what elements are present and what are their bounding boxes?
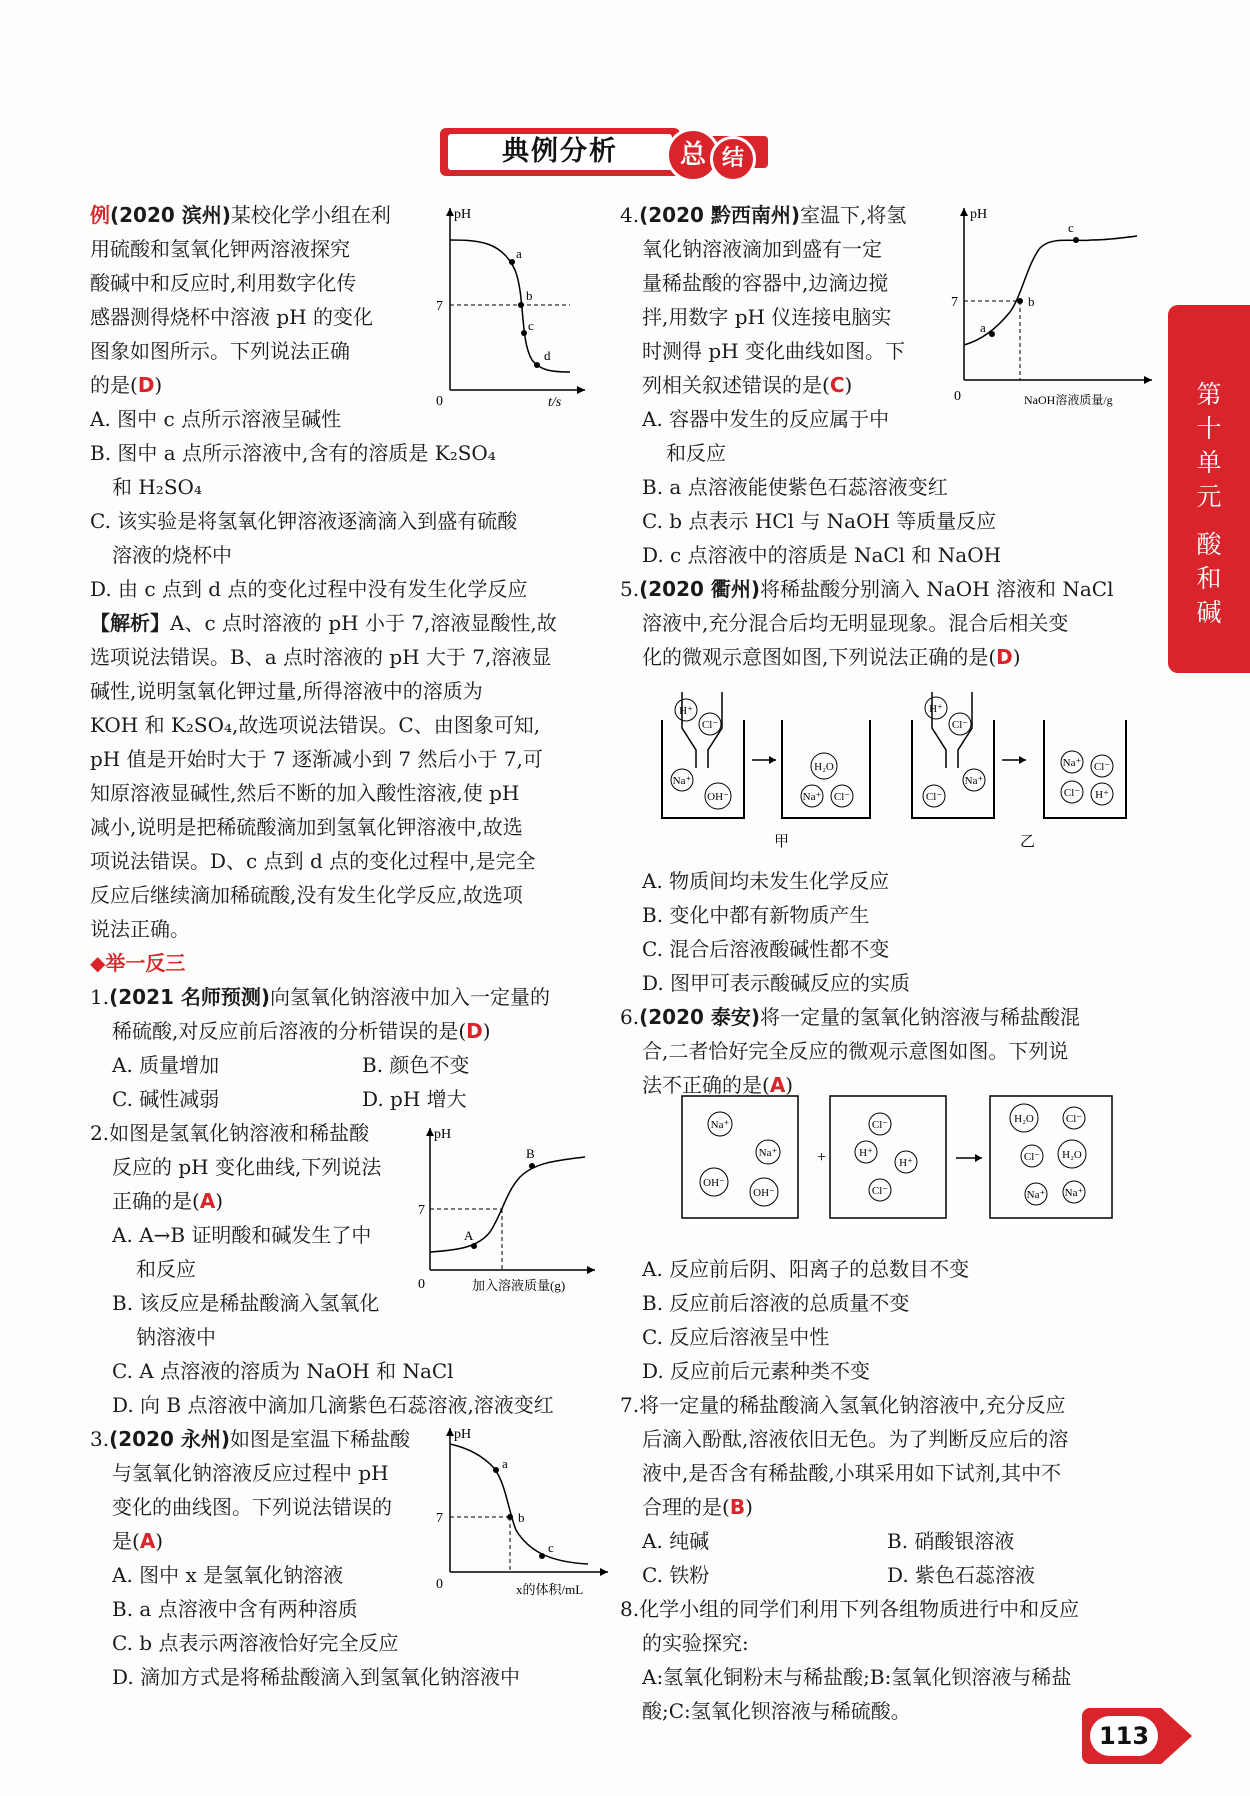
section-title: ◆举一反三 bbox=[90, 951, 186, 975]
example-chart-ylabel: pH bbox=[454, 207, 472, 222]
q5-option: A. 物质间均未发生化学反应 bbox=[642, 869, 890, 893]
q2-option: 和反应 bbox=[136, 1257, 196, 1281]
q3-line: 如图是室温下稀盐酸 bbox=[230, 1427, 411, 1451]
q1-line: 向氢氧化钠溶液中加入一定量的 bbox=[270, 985, 551, 1009]
q3-answer: A bbox=[139, 1529, 156, 1553]
q4-chart-label-b: b bbox=[1028, 294, 1035, 309]
banner-title: 典例分析 bbox=[502, 136, 618, 167]
q6-line: 将一定量的氢氧化钠溶液与稀盐酸混 bbox=[760, 1005, 1081, 1029]
q3-chart-origin: 0 bbox=[436, 1577, 443, 1592]
section-banner bbox=[440, 118, 770, 188]
q1-option: A. 质量增加 bbox=[112, 1053, 220, 1077]
q6-ion-label: Cl⁻ bbox=[1065, 1113, 1083, 1125]
q4-option: 和反应 bbox=[666, 441, 726, 465]
q6-plus-sign: + bbox=[817, 1149, 827, 1166]
q7-option: D. 紫色石蕊溶液 bbox=[887, 1563, 1036, 1587]
q5-ion-label: Cl⁻ bbox=[833, 791, 851, 803]
q4-option: B. a 点溶液能使紫色石蕊溶液变红 bbox=[642, 475, 948, 499]
q1-source: (2021 名师预测) bbox=[109, 985, 271, 1009]
example-chart-label-c: c bbox=[528, 318, 534, 333]
example-option: D. 由 c 点到 d 点的变化过程中没有发生化学反应 bbox=[90, 577, 528, 601]
q6-ion-label: Na⁺ bbox=[710, 1119, 730, 1131]
q6-ion-label: H⁺ bbox=[899, 1157, 913, 1169]
example-ask-end: ) bbox=[154, 373, 163, 397]
unit-number: 第十单元 bbox=[1196, 380, 1222, 511]
q5-option: B. 变化中都有新物质产生 bbox=[642, 903, 870, 927]
example-chart-point-a bbox=[509, 259, 515, 265]
q6-ion-label: Na⁺ bbox=[1026, 1189, 1046, 1201]
q5-ion-label: H₂O bbox=[814, 761, 834, 773]
analysis-line: 反应后继续滴加稀硫酸,没有发生化学反应,故选项 bbox=[90, 883, 523, 907]
q2-chart-ylabel: pH bbox=[434, 1127, 452, 1142]
q5-ion-label: H⁺ bbox=[679, 705, 693, 717]
q6-ion-label: Cl⁻ bbox=[871, 1185, 889, 1197]
q7-line: 后滴入酚酞,溶液依旧无色。为了判断反应后的溶 bbox=[642, 1427, 1069, 1451]
q1-answer: D bbox=[466, 1019, 483, 1043]
question-2: 2.如图是氢氧化钠溶液和稀盐酸 反应的 pH 变化曲线,下列说法 正确的是(A) A. A→B 证明酸和碱发生了中 和反应 B. 该反应是稀盐酸滴入氢氧化 钠溶液中 C. A 点溶液的溶质为 NaOH 和 NaCl D. 向 B 点溶液中滴加几滴紫色石蕊溶液,溶液变红 bbox=[90, 1116, 610, 1422]
q7-option: C. 铁粉 bbox=[642, 1563, 710, 1587]
q4-line: 量稀盐酸的容器中,边滴边搅 bbox=[642, 271, 889, 295]
example-answer: D bbox=[137, 373, 155, 397]
q3-option: C. b 点表示两溶液恰好完全反应 bbox=[112, 1631, 399, 1655]
q5-ion-label: Na⁺ bbox=[672, 775, 692, 787]
q4-line: 拌,用数字 pH 仪连接电脑实 bbox=[642, 305, 892, 329]
banner-badge-jie: 结 bbox=[710, 136, 756, 182]
q6-line: 法不正确的是( bbox=[642, 1073, 770, 1097]
example-prefix: 例 bbox=[90, 203, 110, 227]
q3-chart-curve bbox=[450, 1444, 588, 1564]
page-number: 113 bbox=[1090, 1716, 1158, 1756]
analysis-line: 减小,说明是把稀硫酸滴加到氢氧化钾溶液中,故选 bbox=[90, 815, 523, 839]
analysis-line: 说法正确。 bbox=[90, 917, 190, 941]
q6-number: 6. bbox=[620, 1005, 640, 1029]
q4-chart-point-c bbox=[1073, 237, 1079, 243]
example-option: B. 图中 a 点所示溶液中,含有的溶质是 K₂SO₄ bbox=[90, 441, 496, 465]
q2-chart-curve bbox=[430, 1157, 585, 1252]
q6-box-1 bbox=[682, 1096, 798, 1218]
q6-ion-label: Cl⁻ bbox=[1023, 1151, 1041, 1163]
example-chart-point-c bbox=[521, 330, 527, 336]
q2-chart-xlabel: 加入溶液质量(g) bbox=[472, 1278, 566, 1293]
q5-beaker-4 bbox=[1044, 720, 1126, 818]
q7-number: 7. bbox=[620, 1393, 640, 1417]
question-8 bbox=[620, 1592, 1160, 1728]
q3-chart-seven: 7 bbox=[436, 1511, 443, 1526]
q2-answer: A bbox=[199, 1189, 216, 1213]
question-6: 6.(2020 泰安)将一定量的氢氧化钠溶液与稀盐酸混 合,二者恰好完全反应的微观示意图如图。下列说 法不正确的是(A) A. 反应前后阴、阳离子的总数目不变 B. 反应前后溶液的总质量不变 C. 反应后溶液呈中性 D. 反应前后元素种类不变 bbox=[620, 1000, 1160, 1388]
example-stem-line: 图象如图所示。下列说法正确 bbox=[90, 339, 350, 363]
q6-box-3 bbox=[990, 1096, 1112, 1218]
q4-chart-label-a: a bbox=[980, 320, 986, 335]
example-ask: 的是( bbox=[90, 373, 138, 397]
q2-chart-label-B: B bbox=[526, 1146, 535, 1161]
q7-option: A. 纯碱 bbox=[642, 1529, 710, 1553]
q8-line: 的实验探究: bbox=[642, 1631, 749, 1655]
q3-option: A. 图中 x 是氢氧化钠溶液 bbox=[112, 1563, 344, 1587]
q7-line: 液中,是否含有稀盐酸,小琪采用如下试剂,其中不 bbox=[642, 1461, 1062, 1485]
q5-line: 化的微观示意图如图,下列说法正确的是( bbox=[642, 645, 997, 669]
q5-beaker-3 bbox=[912, 692, 994, 818]
q4-option: A. 容器中发生的反应属于中 bbox=[642, 407, 890, 431]
q6-option: B. 反应前后溶液的总质量不变 bbox=[642, 1291, 910, 1315]
q7-option: B. 硝酸银溶液 bbox=[887, 1529, 1015, 1553]
q5-line: 溶液中,充分混合后均无明显现象。混合后相关变 bbox=[642, 611, 1069, 635]
example-source: (2020 滨州) bbox=[110, 203, 231, 227]
page-number-badge bbox=[1082, 1708, 1202, 1764]
q3-ph-chart bbox=[438, 1422, 618, 1597]
q2-option: 钠溶液中 bbox=[136, 1325, 216, 1349]
q6-ion-label: Cl⁻ bbox=[871, 1119, 889, 1131]
q6-source: (2020 泰安) bbox=[639, 1005, 761, 1029]
q5-ion-label: OH⁻ bbox=[707, 791, 729, 803]
q5-ion-label: Cl⁻ bbox=[701, 719, 719, 731]
example-chart-point-d bbox=[534, 362, 540, 368]
q2-ph-chart bbox=[420, 1122, 605, 1297]
q2-option: A. A→B 证明酸和碱发生了中 bbox=[112, 1223, 372, 1247]
q7-line: 合理的是( bbox=[642, 1495, 730, 1519]
q2-line: 如图是氢氧化钠溶液和稀盐酸 bbox=[109, 1121, 370, 1145]
q5-label-yi: 乙 bbox=[1020, 834, 1036, 850]
q4-answer: C bbox=[829, 373, 845, 397]
q6-line: 合,二者恰好完全反应的微观示意图如图。下列说 bbox=[642, 1039, 1069, 1063]
analysis-line: 知原溶液显碱性,然后不断的加入酸性溶液,使 pH bbox=[90, 781, 520, 805]
q5-answer: D bbox=[996, 645, 1013, 669]
banner-badge-zong: 总 bbox=[666, 128, 720, 182]
right-column bbox=[620, 198, 1160, 1728]
unit-title: 酸和碱 bbox=[1196, 530, 1222, 627]
q5-option: C. 混合后溶液酸碱性都不变 bbox=[642, 937, 890, 961]
q1-line: 稀硫酸,对反应前后溶液的分析错误的是( bbox=[112, 1019, 467, 1043]
example-stem-line: 感器测得烧杯中溶液 pH 的变化 bbox=[90, 305, 373, 329]
q6-answer: A bbox=[769, 1073, 786, 1097]
q5-micro-diagram bbox=[652, 688, 1162, 858]
example-chart-xlabel: t/s bbox=[548, 395, 562, 410]
q4-line: 时测得 pH 变化曲线如图。下 bbox=[642, 339, 905, 363]
q4-chart-point-a bbox=[989, 331, 995, 337]
q5-option: D. 图甲可表示酸碱反应的实质 bbox=[642, 971, 911, 995]
q5-ion-label: Na⁺ bbox=[802, 791, 822, 803]
q5-ion-label: Cl⁻ bbox=[925, 791, 943, 803]
example-chart-seven: 7 bbox=[436, 299, 443, 314]
example-ph-chart bbox=[436, 200, 590, 410]
analysis-line: A、c 点时溶液的 pH 小于 7,溶液显酸性,故 bbox=[170, 611, 557, 635]
q4-option: C. b 点表示 HCl 与 NaOH 等质量反应 bbox=[642, 509, 997, 533]
q1-option: D. pH 增大 bbox=[362, 1087, 467, 1111]
q4-line: 氧化钠溶液滴加到盛有一定 bbox=[642, 237, 882, 261]
q2-chart-origin: 0 bbox=[418, 1277, 425, 1292]
q2-chart-seven: 7 bbox=[418, 1203, 425, 1218]
q6-ion-label: H⁺ bbox=[859, 1147, 873, 1159]
q4-line: 列相关叙述错误的是( bbox=[642, 373, 830, 397]
analysis-line: 选项说法错误。B、a 点时溶液的 pH 大于 7,溶液显 bbox=[90, 645, 552, 669]
q3-option: B. a 点溶液中含有两种溶质 bbox=[112, 1597, 358, 1621]
q3-chart-label-b: b bbox=[518, 1510, 525, 1525]
q5-line: 将稀盐酸分别滴入 NaOH 溶液和 NaCl bbox=[760, 577, 1114, 601]
q3-chart-point-b bbox=[507, 1514, 513, 1520]
q7-line: 将一定量的稀盐酸滴入氢氧化钠溶液中,充分反应 bbox=[639, 1393, 1066, 1417]
q6-ion-label: OH⁻ bbox=[703, 1177, 725, 1189]
q2-line: 反应的 pH 变化曲线,下列说法 bbox=[112, 1155, 382, 1179]
q2-option: D. 向 B 点溶液中滴加几滴紫色石蕊溶液,溶液变红 bbox=[112, 1393, 554, 1417]
q3-chart-label-a: a bbox=[502, 1456, 508, 1471]
q3-option: D. 滴加方式是将稀盐酸滴入到氢氧化钠溶液中 bbox=[112, 1665, 521, 1689]
q5-label-jia: 甲 bbox=[774, 834, 790, 850]
q3-source: (2020 永州) bbox=[109, 1427, 231, 1451]
q5-beaker-1 bbox=[662, 692, 744, 818]
q3-line: 是( bbox=[112, 1529, 140, 1553]
q4-chart-curve bbox=[964, 236, 1137, 345]
q5-ion-label: Cl⁻ bbox=[1093, 761, 1111, 773]
analysis-line: 碱性,说明氢氧化钾过量,所得溶液中的溶质为 bbox=[90, 679, 483, 703]
q3-chart-label-c: c bbox=[548, 1540, 554, 1555]
q2-chart-point-B bbox=[529, 1163, 535, 1169]
q6-ion-label: Na⁺ bbox=[1064, 1187, 1084, 1199]
q4-number: 4. bbox=[620, 203, 640, 227]
q6-option: D. 反应前后元素种类不变 bbox=[642, 1359, 871, 1383]
q1-number: 1. bbox=[90, 985, 110, 1009]
analysis-line: pH 值是开始时大于 7 逐渐减小到 7 然后小于 7,可 bbox=[90, 747, 543, 771]
q4-option: D. c 点溶液中的溶质是 NaCl 和 NaOH bbox=[642, 543, 1002, 567]
q3-chart-ylabel: pH bbox=[454, 1427, 472, 1442]
q4-line: 室温下,将氢 bbox=[800, 203, 907, 227]
q8-line: 化学小组的同学们利用下列各组物质进行中和反应 bbox=[639, 1597, 1080, 1621]
example-chart-label-d: d bbox=[544, 348, 551, 363]
q5-source: (2020 衢州) bbox=[639, 577, 761, 601]
q4-chart-ylabel: pH bbox=[970, 207, 988, 222]
question-1: 1.(2021 名师预测)向氢氧化钠溶液中加入一定量的 稀硫酸,对反应前后溶液的分析错误的是(D) A. 质量增加 B. 颜色不变 C. 碱性减弱 D. pH 增大 bbox=[90, 980, 610, 1116]
q2-number: 2. bbox=[90, 1121, 110, 1145]
q3-line: 与氢氧化钠溶液反应过程中 pH bbox=[112, 1461, 389, 1485]
question-4: 4.(2020 黔西南州)室温下,将氢 氧化钠溶液滴加到盛有一定 量稀盐酸的容器中,边滴边搅 拌,用数字 pH 仪连接电脑实 时测得 pH 变化曲线如图。下 列相关叙述错误的是(C) A. 容器中发生的反应属于中 和反应 B. a 点溶液能使紫色石蕊溶液变红 C. b 点表示 HCl 与 NaOH 等质量反应 D. c 点溶液中的溶质是 NaCl 和 NaOH bbox=[620, 198, 1160, 572]
analysis-label: 【解析】 bbox=[90, 611, 170, 635]
question-7: 7.将一定量的稀盐酸滴入氢氧化钠溶液中,充分反应 后滴入酚酞,溶液依旧无色。为了判断反应后的溶 液中,是否含有稀盐酸,小琪采用如下试剂,其中不 合理的是(B) A. 纯碱 B. 硝酸银溶液 C. 铁粉 D. 紫色石蕊溶液 bbox=[620, 1388, 1160, 1592]
q8-line: A:氢氧化铜粉末与稀盐酸;B:氢氧化钡溶液与稀盐 bbox=[642, 1665, 1072, 1689]
example-option: C. 该实验是将氢氧化钾溶液逐滴滴入到盛有硫酸 bbox=[90, 509, 518, 533]
question-3: 3.(2020 永州)如图是室温下稀盐酸 与氢氧化钠溶液反应过程中 pH 变化的曲线图。下列说法错误的 是(A) A. 图中 x 是氢氧化钠溶液 B. a 点溶液中含有两种溶质 C. b 点表示两溶液恰好完全反应 D. 滴加方式是将稀盐酸滴入到氢氧化钠溶液中 bbox=[90, 1422, 610, 1694]
q6-ion-label: H₂O bbox=[1014, 1113, 1034, 1125]
q4-chart-label-c: c bbox=[1068, 220, 1074, 235]
q6-micro-diagram bbox=[680, 1094, 1120, 1224]
q3-chart-point-a bbox=[493, 1467, 499, 1473]
q3-number: 3. bbox=[90, 1427, 110, 1451]
q6-ion-label: Na⁺ bbox=[758, 1147, 778, 1159]
q2-option: B. 该反应是稀盐酸滴入氢氧化 bbox=[112, 1291, 380, 1315]
example-chart-origin: 0 bbox=[436, 394, 443, 409]
example-option: 和 H₂SO₄ bbox=[112, 475, 202, 499]
q6-option: A. 反应前后阴、阳离子的总数目不变 bbox=[642, 1257, 970, 1281]
example-option: 溶液的烧杯中 bbox=[112, 543, 232, 567]
q4-source: (2020 黔西南州) bbox=[639, 203, 801, 227]
analysis-line: 项说法错误。D、c 点到 d 点的变化过程中,是完全 bbox=[90, 849, 536, 873]
banner-box bbox=[440, 128, 680, 176]
q6-box-2 bbox=[830, 1096, 946, 1218]
q4-chart-seven: 7 bbox=[951, 295, 958, 310]
q5-ion-label: Na⁺ bbox=[1062, 757, 1082, 769]
unit-side-text bbox=[1184, 378, 1234, 630]
q1-option: B. 颜色不变 bbox=[362, 1053, 470, 1077]
q3-line: 变化的曲线图。下列说法错误的 bbox=[112, 1495, 392, 1519]
example-chart-label-b: b bbox=[526, 288, 533, 303]
q2-chart-point-A bbox=[471, 1243, 477, 1249]
q1-option: C. 碱性减弱 bbox=[112, 1087, 220, 1111]
example-stem-line: 酸碱中和反应时,利用数字化传 bbox=[90, 271, 357, 295]
q5-number: 5. bbox=[620, 577, 640, 601]
example-option: A. 图中 c 点所示溶液呈碱性 bbox=[90, 407, 342, 431]
example-stem-line: 用硫酸和氢氧化钾两溶液探究 bbox=[90, 237, 350, 261]
q2-option: C. A 点溶液的溶质为 NaOH 和 NaCl bbox=[112, 1359, 454, 1383]
q4-chart-xlabel: NaOH溶液质量/g bbox=[1024, 393, 1113, 407]
example-stem-line: 某校化学小组在利 bbox=[230, 203, 391, 227]
q2-line: 正确的是( bbox=[112, 1189, 200, 1213]
q5-ion-label: Cl⁻ bbox=[951, 719, 969, 731]
q6-option: C. 反应后溶液呈中性 bbox=[642, 1325, 830, 1349]
q5-ion-label: H⁺ bbox=[929, 703, 943, 715]
analysis-line: KOH 和 K₂SO₄,故选项说法错误。C、由图象可知, bbox=[90, 713, 541, 737]
q2-chart-label-A: A bbox=[464, 1228, 474, 1243]
q3-chart-point-c bbox=[539, 1553, 545, 1559]
q5-ion-label: H⁺ bbox=[1095, 789, 1109, 801]
q6-ion-label: H₂O bbox=[1062, 1149, 1082, 1161]
q8-line: 酸;C:氢氧化钡溶液与稀硫酸。 bbox=[642, 1699, 911, 1723]
example-chart-label-a: a bbox=[516, 246, 522, 261]
question-5: 5.(2020 衢州)将稀盐酸分别滴入 NaOH 溶液和 NaCl 溶液中,充分混合后均无明显现象。混合后相关变 化的微观示意图如图,下列说法正确的是(D) A. 物质间均未发生化学反应 B. 变化中都有新物质产生 C. 混合后溶液酸碱性都不变 D. 图甲可表示酸碱反应的实质 bbox=[620, 572, 1160, 1000]
q5-ion-label: Na⁺ bbox=[964, 775, 984, 787]
q6-ion-label: OH⁻ bbox=[753, 1187, 775, 1199]
q4-chart-origin: 0 bbox=[954, 389, 961, 404]
q7-answer: B bbox=[729, 1495, 746, 1519]
q4-chart-point-b bbox=[1017, 298, 1023, 304]
q5-ion-label: Cl⁻ bbox=[1063, 787, 1081, 799]
example-chart-point-b bbox=[518, 302, 524, 308]
q8-number: 8. bbox=[620, 1597, 640, 1621]
q4-ph-chart bbox=[952, 200, 1162, 405]
q3-chart-xlabel: x的体积/mL bbox=[516, 1582, 584, 1597]
